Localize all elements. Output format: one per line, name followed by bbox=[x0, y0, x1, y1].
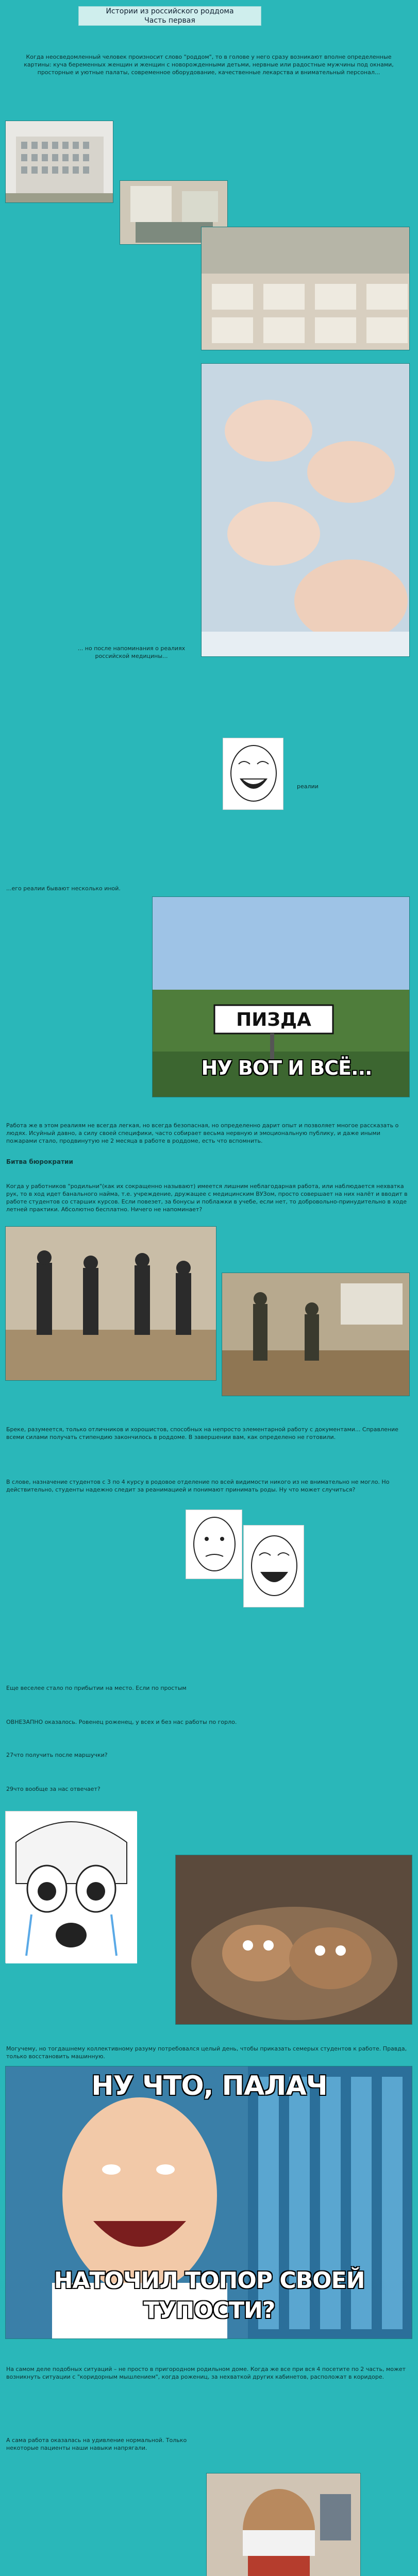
maternity-ward-photo bbox=[201, 227, 410, 350]
line-arrival: Еще веселее стало по прибытии на место. Если по простым bbox=[6, 1685, 187, 1691]
crying-anime-icon bbox=[6, 1811, 137, 1963]
shift-paragraph: В слове, назначение студентов с 3 по 4 курсу в родовое отделение по всей видимости никого из не внимательно не могло. Но действительно, студенты надежно следит за реанимацией и понимают принимать роды. Ну что может случиться? bbox=[6, 1479, 390, 1493]
result-paragraph: Могучему, но тогдашнему коллективному разуму потребовался целый день, чтобы приказать семерых студентов к работе. Правда, только восстановить машинную. bbox=[6, 2045, 407, 2060]
title-line-2: Часть первая bbox=[144, 16, 195, 25]
axe-meme-photo bbox=[5, 2066, 412, 2339]
page-title bbox=[78, 6, 261, 26]
cartoon-frightened-rats bbox=[175, 1855, 412, 2025]
sometimes-paragraph: ...его реалии бывают несколько иной. bbox=[6, 885, 121, 892]
work-paragraph: Работа же в этом реалиям не всегда легкая, но всегда безопасная, но определенно дарит опыт и позволяет многое рассказать о людях. Исуйный давно, а силу своей специфики, часто собирает весьма нервную и эмоциональную публику, и даже иными пожарами стало, продвинутую не 2 месяца в работе в роддоме, есть что вспомнить. bbox=[6, 1122, 399, 1144]
laughing-face-meme-2 bbox=[243, 1525, 304, 1607]
reality-label: реалии bbox=[297, 783, 319, 790]
axe-meme-bottom-caption-2: ТУПОСТИ? bbox=[143, 2297, 275, 2324]
workers-digging-photo bbox=[222, 1273, 410, 1396]
laughing-face-meme bbox=[223, 738, 283, 810]
workers-paragraph: Когда у работников "родильни"(как их сокращенно называют) имеется лишним неблагодарная работа, или наблюдается нехватка рук, то в ход идет банального найма, т.е. учреждение, дружащее с медицинским ВУЗом, просто совершает на них налёт и вводит в работе студентов со старших курсов. Если повезет, за бонусы и поблажки в учебе, если нет, то добровольно-принудительно в ходе летней практики. Абсолютно бесплатно. Ничего не напоминает? bbox=[6, 1183, 408, 1213]
after-paragraph: ... но после напоминания о реалиях российской медицины... bbox=[77, 645, 186, 659]
after-workers-paragraph: Бреке, разумеется, только отличников и хорошистов, способных на непросто элементарной работу с документами... Справление всеми силами получать стипендию закончилось в роддоме. В завершении вам, как определено не готовили. bbox=[6, 1426, 398, 1440]
line-question-1: 27что получить после маршучки? bbox=[6, 1752, 108, 1758]
line-question-2: 29что вообще за нас отвечает? bbox=[6, 1786, 101, 1792]
axe-meme-top-caption: НУ ЧТО, ПАЛАЧ bbox=[91, 2071, 327, 2102]
line-sudden: ОВНЕЗАПНО оказалось. Ровенец роженец, у всех и без нас работы по горло. bbox=[6, 1719, 237, 1725]
thinking-face-icon bbox=[186, 1510, 243, 1580]
title-line-1: Истории из российского роддома bbox=[106, 7, 234, 15]
intro-paragraph: Когда неосведомленный человек произносит слово "роддом", то в голове у него сразу возникают вполне определенные картины: куча беременных женщин и женщин с новорожденными детьми, нервные или радостные мужчины под окнами, просторные и уютные палаты, современное оборудование, качественные лекарства и внимательный персонал... bbox=[24, 54, 394, 76]
axe-meme-bottom-caption-1: НАТОЧИЛ ТОПОР СВОЕЙ bbox=[54, 2267, 365, 2294]
laughing-face-icon-2 bbox=[244, 1526, 305, 1608]
laughing-face-icon bbox=[223, 738, 284, 810]
road-sign-text: ПИЗДА bbox=[236, 1009, 311, 1030]
hospital-building-photo bbox=[5, 121, 113, 203]
admin-paragraph: А сама работа оказалась на удивление нормальной. Только некоторые пациенты наши навыки напрягали. bbox=[6, 2437, 187, 2451]
road-sign-photo bbox=[152, 896, 410, 1097]
newborns-photo bbox=[201, 363, 410, 657]
bureaucracy-subtitle: Битва бюрократии bbox=[6, 1158, 73, 1165]
workers-shoveling-photo bbox=[5, 1226, 216, 1381]
road-sign-caption: НУ ВОТ И ВСЁ... bbox=[201, 1057, 372, 1079]
crying-anime-face bbox=[5, 1811, 137, 1963]
surgeon-photo bbox=[206, 2473, 361, 2576]
corridor-paragraph: На самом деле подобных ситуаций – не просто в пригородном родильном доме. Когда же все при вся 4 посетите по 2 часть, может возникнуть ситуации с "коридорным мышлением", когда рожениц, за нехваткой других кабинетов, расположат в коридоре. bbox=[6, 2366, 406, 2380]
thinking-face-meme bbox=[186, 1510, 242, 1579]
